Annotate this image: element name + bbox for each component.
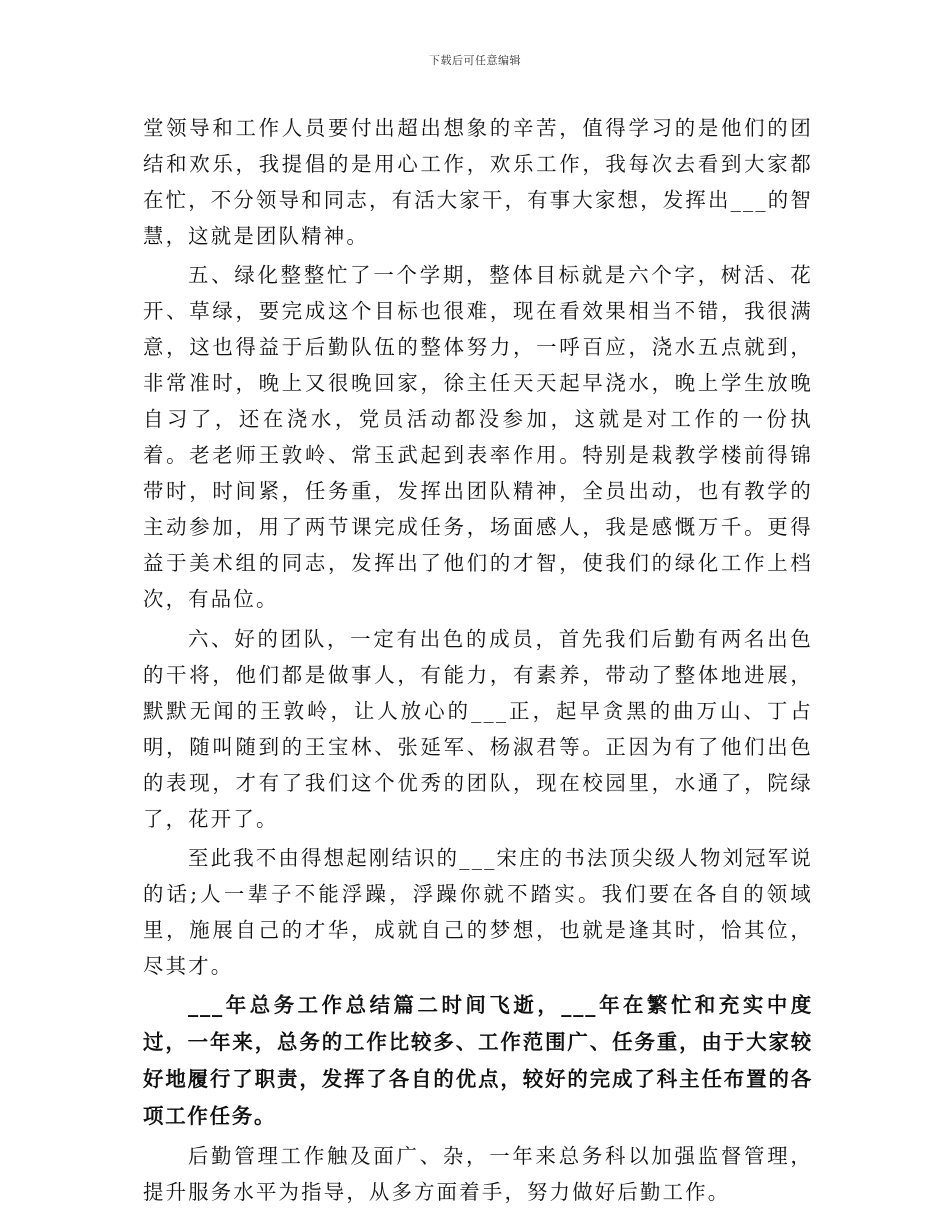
paragraph-4: 至此我不由得想起刚结识的___宋庄的书法顶尖级人物刘冠军说的话;人一辈子不能浮躁，浮躁你就不踏实。我们要在各自的领域里，施展自己的才华，成就自己的梦想，也就是逢其时，恰其位，尽其才。 [143,846,813,978]
paragraph-2: 五、绿化整整忙了一个学期，整体目标就是六个字，树活、花开、草绿，要完成这个目标也很难，现在看效果相当不错，我很满意，这也得益于后勤队伍的整体努力，一呼百应，浇水五点就到，非常准时，晚上又很晚回家，徐主任天天起早浇水，晚上学生放晚自习了，还在浇水，党员活动都没参加，这就是对工作的一份执着。老老师王敦岭、常玉武起到表率作用。特别是栽教学楼前得锦带时，时间紧，任务重，发挥出团队精神，全员出动，也有教学的主动参加，用了两节课完成任务，场面感人，我是感慨万千。更得益于美术组的同志，发挥出了他们的才智，使我们的绿化工作上档次，有品位。 [143,263,813,611]
document-body [143,110,813,1210]
paragraph-1: 堂领导和工作人员要付出超出想象的辛苦，值得学习的是他们的团结和欢乐，我提倡的是用心工作，欢乐工作，我每次去看到大家都在忙，不分领导和同志，有活大家干，有事大家想，发挥出___的智慧，这就是团队精神。 [143,116,813,248]
page-header: 下载后可任意编辑 [429,54,521,67]
section-heading-paragraph: ___年总务工作总结篇二时间飞逝，___年在繁忙和充实中度过，一年来，总务的工作比较多、工作范围广、任务重，由于大家较好地履行了职责，发挥了各自的优点，较好的完成了科主任布置的各项工作任务。 [143,993,813,1128]
paragraph-3: 六、好的团队，一定有出色的成员，首先我们后勤有两名出色的干将，他们都是做事人，有能力，有素养，带动了整体地进展，默默无闻的王敦岭，让人放心的___正，起早贪黑的曲万山、丁占明，随叫随到的王宝林、张延军、杨淑君等。正因为有了他们出色的表现，才有了我们这个优秀的团队，现在校园里，水通了，院绿了，花开了。 [143,627,813,831]
paragraph-6: 后勤管理工作触及面广、杂，一年来总务科以加强监督管理，提升服务水平为指导，从多方面着手，努力做好后勤工作。 [143,1144,813,1204]
